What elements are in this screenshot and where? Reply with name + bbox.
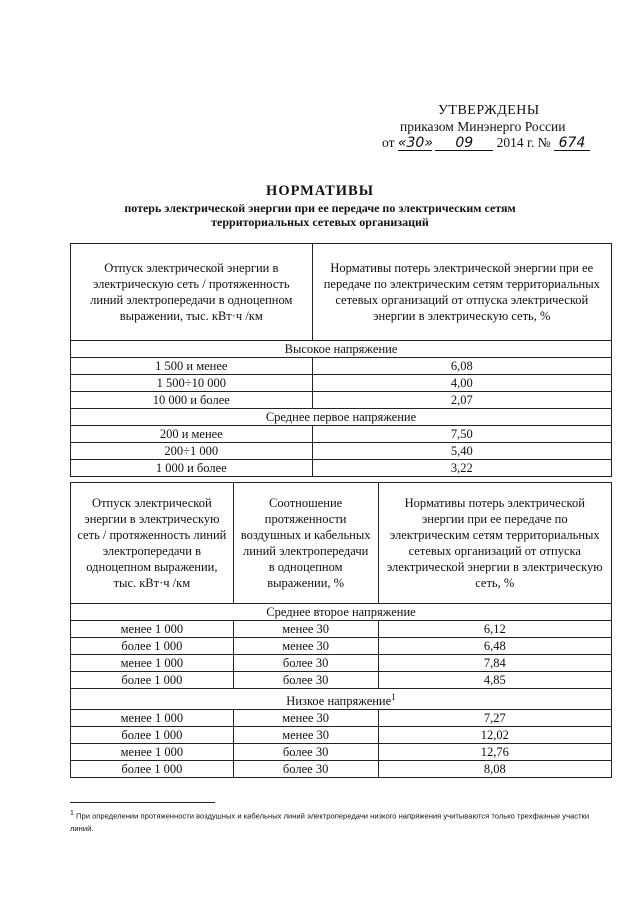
- approval-date-line: [382, 135, 612, 151]
- table-cell: более 30: [233, 672, 378, 689]
- date-month: 09: [435, 137, 493, 151]
- section-title: [71, 604, 612, 621]
- table-row: [71, 672, 612, 689]
- table-row: [71, 744, 612, 761]
- column-header-line-ratio: Соотношение протяженности воздушных и кабельных линий электропередачи в одноцепном выражении, %: [233, 483, 378, 604]
- table-cell: более 30: [233, 761, 378, 778]
- table-row: [71, 621, 612, 638]
- table-cell: 6,48: [378, 638, 611, 655]
- table-cell: 1 500 и менее: [71, 358, 313, 375]
- section-title-text: Среднее второе напряжение: [266, 605, 416, 619]
- table-cell: менее 30: [233, 621, 378, 638]
- table-cell: 1 000 и более: [71, 460, 313, 477]
- table-row: [71, 375, 612, 392]
- section-header-row: [71, 604, 612, 621]
- table-cell: 12,76: [378, 744, 611, 761]
- section-footnote-mark: 1: [391, 692, 396, 702]
- section-title: [71, 689, 612, 710]
- table-cell: менее 1 000: [71, 710, 234, 727]
- document-title: НОРМАТИВЫ: [266, 183, 374, 199]
- norms-table-high-medium1: [70, 243, 612, 477]
- date-year: 2014 г. №: [496, 135, 551, 150]
- table-row: [71, 460, 612, 477]
- table-cell: 200 и менее: [71, 426, 313, 443]
- table-cell: 10 000 и более: [71, 392, 313, 409]
- footnote-text: При определении протяженности воздушных и кабельных линий электропередачи низкого напряжения учитываются только трехфазные участки линий.: [70, 811, 590, 833]
- table2-body: [71, 604, 612, 778]
- table-cell: 200÷1 000: [71, 443, 313, 460]
- table-row: [71, 761, 612, 778]
- table-cell: более 1 000: [71, 727, 234, 744]
- table-header-row: [71, 244, 612, 341]
- document-subtitle-line2: территориальных сетевых организаций: [211, 215, 429, 229]
- date-prefix: от: [382, 135, 395, 150]
- table-header-row: [71, 483, 612, 604]
- footnote: [70, 808, 610, 835]
- column-header-supply: Отпуск электрической энергии в электрическую сеть / протяженность линий электропередачи в одноцепном выражении, тыс. кВт·ч /км: [71, 483, 234, 604]
- column-header-loss-norm: Нормативы потерь электрической энергии при ее передаче по электрическим сетям территориальных сетевых организаций от отпуска электрической энергии в электрическую сеть, %: [378, 483, 611, 604]
- table-cell: более 30: [233, 655, 378, 672]
- table-cell: менее 30: [233, 710, 378, 727]
- section-header-row: [71, 689, 612, 710]
- table-cell: 12,02: [378, 727, 611, 744]
- section-title: [71, 341, 612, 358]
- table-cell: 8,08: [378, 761, 611, 778]
- section-title-text: Высокое напряжение: [284, 342, 398, 356]
- table-cell: менее 1 000: [71, 621, 234, 638]
- approval-heading: УТВЕРЖДЕНЫ: [438, 103, 540, 118]
- order-number: 674: [554, 137, 590, 151]
- table-row: [71, 392, 612, 409]
- section-header-row: [71, 409, 612, 426]
- table-cell: 7,84: [378, 655, 611, 672]
- document-subtitle-line1: потерь электрической энергии при ее передаче по электрическим сетям: [124, 201, 516, 215]
- table-cell: более 1 000: [71, 761, 234, 778]
- table-cell: более 1 000: [71, 638, 234, 655]
- table-cell: менее 1 000: [71, 655, 234, 672]
- table-cell: более 30: [233, 744, 378, 761]
- table-cell: 6,12: [378, 621, 611, 638]
- norms-table-medium2-low: [70, 482, 612, 778]
- section-title-text: Низкое напряжение: [286, 694, 392, 709]
- table-cell: менее 1 000: [71, 744, 234, 761]
- table-cell: менее 30: [233, 638, 378, 655]
- table-cell: 7,50: [312, 426, 611, 443]
- section-title-text: Среднее первое напряжение: [265, 410, 417, 424]
- approval-order-line: приказом Минэнерго России: [400, 119, 566, 134]
- section-title: [71, 409, 612, 426]
- table-cell: 6,08: [312, 358, 611, 375]
- date-day: «30»: [397, 135, 433, 151]
- table-cell: 4,85: [378, 672, 611, 689]
- table-row: [71, 358, 612, 375]
- table-row: [71, 426, 612, 443]
- table-cell: 5,40: [312, 443, 611, 460]
- table-cell: более 1 000: [71, 672, 234, 689]
- table-cell: 7,27: [378, 710, 611, 727]
- table-row: [71, 638, 612, 655]
- footnote-divider: [70, 802, 215, 803]
- table-row: [71, 443, 612, 460]
- column-header-supply: Отпуск электрической энергии в электрическую сеть / протяженность линий электропередачи в одноцепном выражении, тыс. кВт·ч /км: [71, 244, 313, 341]
- table-row: [71, 710, 612, 727]
- footnote-mark: 1: [70, 810, 74, 817]
- table-cell: 2,07: [312, 392, 611, 409]
- column-header-loss-norm: Нормативы потерь электрической энергии при ее передаче по электрическим сетям территориальных сетевых организаций от отпуска электрической энергии в электрическую сеть, %: [312, 244, 611, 341]
- section-header-row: [71, 341, 612, 358]
- table-cell: менее 30: [233, 727, 378, 744]
- table-row: [71, 655, 612, 672]
- table-row: [71, 727, 612, 744]
- table-cell: 3,22: [312, 460, 611, 477]
- table-cell: 4,00: [312, 375, 611, 392]
- table1-body: [71, 341, 612, 477]
- approval-block: [382, 103, 612, 151]
- table-cell: 1 500÷10 000: [71, 375, 313, 392]
